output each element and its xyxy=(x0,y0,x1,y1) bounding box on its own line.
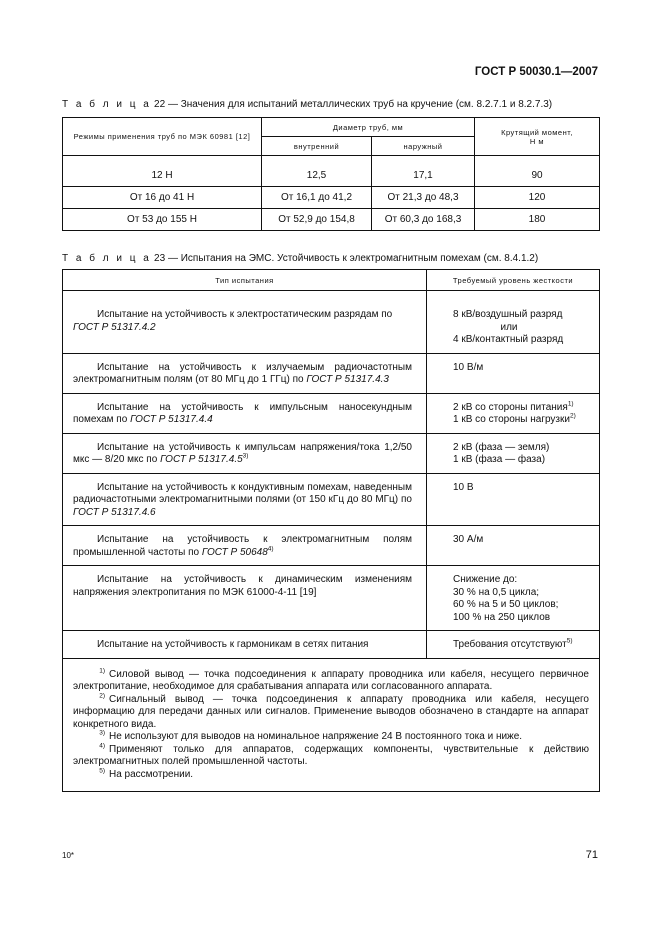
footnote-3: $^{3)}$ Не используют для выводов на номинальное напряжение 24 В постоянного тока и ниже. xyxy=(99,729,523,742)
table-row: 12 Н 12,5 17,1 90 xyxy=(63,156,600,187)
page-number: 71 xyxy=(585,849,598,861)
table-row: От 53 до 155 Н От 52,9 до 154,8 От 60,3 до 168,3 180 xyxy=(63,209,600,231)
table-row: Испытание на устойчивость к импульсам напряжения/тока 1,2/50 мкс — 8/20 мкс по ГОСТ Р 51317.4.5$^{3)}$ 2 кВ (фаза — земля) 1 кВ (фаза — фаза) xyxy=(63,433,600,473)
col-header-outer: наружный xyxy=(372,137,475,156)
table23-caption: Т а б л и ц а 23 — Испытания на ЭМС. Устойчивость к электромагнитным помехам (см. 8.4.1.2) xyxy=(62,253,539,264)
col-header-level: Требуемый уровень жесткости xyxy=(427,270,600,291)
table-notes xyxy=(63,658,600,792)
col-header-test-type: Тип испытания xyxy=(63,270,427,291)
table-row: Испытание на устойчивость к импульсным наносекундным помехам по ГОСТ Р 51317.4.4 2 кВ со стороны питания$^{1)}$ 1 кВ со стороны нагрузки$^{2)}$ xyxy=(63,393,600,433)
table-row: Испытание на устойчивость к электростатическим разрядам по ГОСТ Р 51317.4.2 8 кВ/воздушный разряд или 4 кВ/контактный разряд xyxy=(63,301,600,353)
table-row: Испытание на устойчивость к излучаемым радиочастотным электромагнитным полям (от 80 МГц до 1 ГГц) по ГОСТ Р 51317.4.3 10 В/м xyxy=(63,353,600,393)
footnote-4: $^{4)}$ Применяют только для аппаратов, содержащих компоненты, чувствительные к действию электромагнитных полей промышленной частоты. xyxy=(73,742,589,767)
footer-sheet-mark: 10* xyxy=(62,851,75,860)
table-row: Испытание на устойчивость к электромагнитным полям промышленной частоты по ГОСТ Р 50648$^{4)}$ 30 А/м xyxy=(63,526,600,566)
document-id: ГОСТ Р 50030.1—2007 xyxy=(474,66,598,78)
table-row: Испытание на устойчивость к гармоникам в сетях питания Требования отсутствуют$^{5)}$ xyxy=(63,631,600,659)
col-header-inner: внутренний xyxy=(262,137,372,156)
footnote-2: $^{2)}$ Сигнальный вывод — точка подсоединения к аппарату проводника или кабеля, несущего информацию для передачи данных или сигналов. Применение выводов обозначено в стандарте на аппарат конкретного вида. xyxy=(73,692,589,730)
col-header-diameter: Диаметр труб, мм xyxy=(262,118,475,137)
col-header-torque: Крутящий момент, Н м xyxy=(475,118,600,156)
table-22 xyxy=(62,117,600,231)
table-row: Испытание на устойчивость к кондуктивным помехам, наведенным радиочастотными электромагнитными полями (от 150 кГц до 80 МГц) по ГОСТ Р 51317.4.6 10 В xyxy=(63,473,600,526)
table22-caption: Т а б л и ц а 22 — Значения для испытаний металлических труб на кручение (см. 8.2.7.1 и 8.2.7.3) xyxy=(62,99,553,110)
footnote-5: $^{5)}$ На рассмотрении. xyxy=(99,767,194,780)
table-23 xyxy=(62,269,600,792)
col-header-modes: Режимы применения труб по МЭК 60981 [12] xyxy=(63,118,262,156)
table-row: Испытание на устойчивость к динамическим изменениям напряжения электропитания по МЭК 61000-4-11 [19] Снижение до: 30 % на 0,5 цикла; 60 % на 5 и 50 циклов; 100 % на 250 циклов xyxy=(63,566,600,631)
table-row: От 16 до 41 Н От 16,1 до 41,2 От 21,3 до 48,3 120 xyxy=(63,187,600,209)
footnote-1: $^{1)}$ Силовой вывод — точка подсоединения к аппарату проводника или кабеля, несущего первичное электропитание, необходимое для срабатывания аппарата или согласованного аппарата. xyxy=(73,667,589,692)
